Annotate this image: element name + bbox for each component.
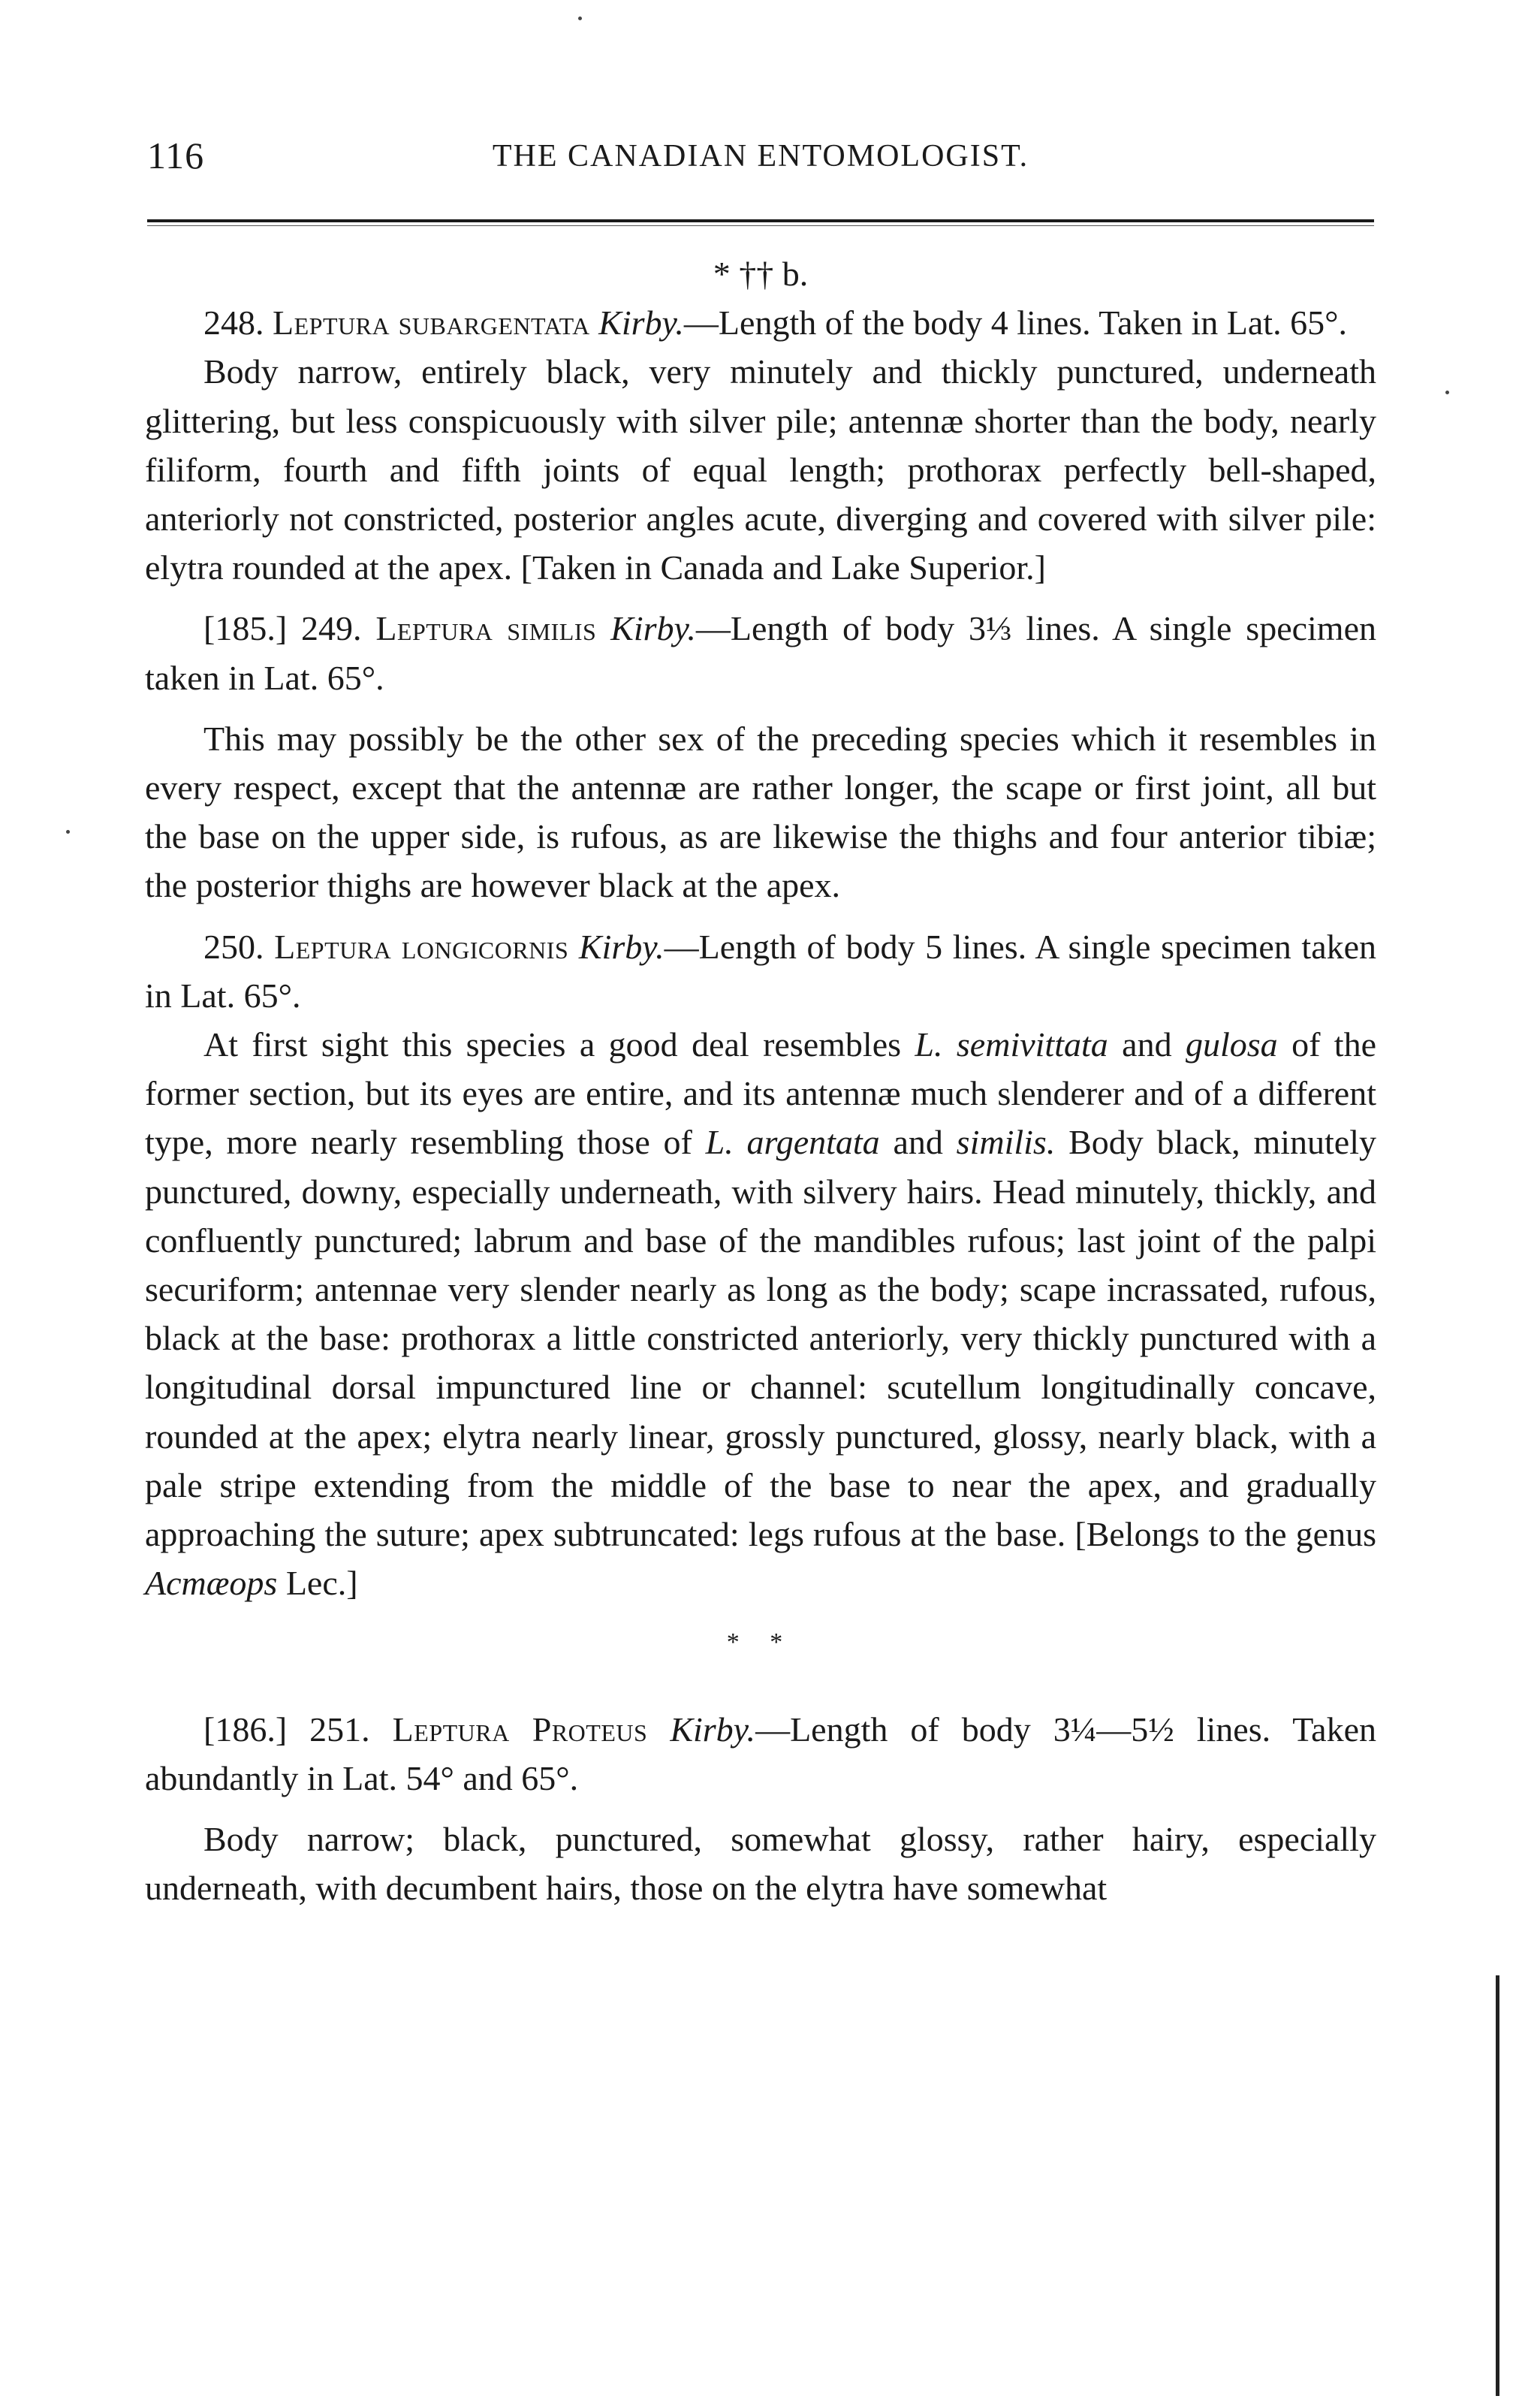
species-ref: similis. [956,1123,1056,1162]
author-name: Kirby. [610,609,696,648]
desc-text: and [879,1123,957,1162]
header-rule-thin [147,225,1374,226]
entry-lead: —Length of body 3¼—5½ lines. Taken abundantly in Lat. 54° and 65°. [145,1709,1377,1797]
entry-249-description: This may possibly be the other sex of the preceding species which it resembles in every respect, except that the antennæ are rather longer, the scape or first joint, all but the base on the upper side, is rufous, as are likewise the thighs and four anterior tibiæ; the posterior thighs are however black at the apex. [145,719,1376,905]
species-name: longicornis [401,927,569,966]
entry-248-description: Body narrow, entirely black, very minutely and thickly punctured, underneath glittering, but less conspicuously with silver pile; antennæ shorter than the body, nearly filiform, fourth and fifth joints of equal length; prothorax perfectly bell-shaped, anteriorly not constricted, posterior angles acute, diverging and covered with silver pile: elytra rounded at the apex. [Taken in Canada and Lake Superior.] [145,352,1376,587]
running-title: THE CANADIAN ENTOMOLOGIST. [492,139,1029,174]
entry-250-description [145,1020,1376,1607]
genus-name: Leptura [375,609,493,648]
entry-251-description: Body narrow; black, punctured, somewhat glossy, rather hairy, especially underneath, with decumbent hairs, those on the elytra have somewhat [145,1820,1376,1908]
entry-251-heading [145,1705,1376,1803]
author-name: Kirby. [598,303,684,342]
catalog-ref: [185.] [203,609,288,648]
species-ref: gulosa [1185,1025,1278,1064]
author-name: Kirby. [578,927,665,966]
desc-text: of the former section, but its eyes are entire, and its antennæ much slenderer and of a different type, more nearly resembling those of [145,1025,1376,1162]
desc-text: Body black, minutely punctured, downy, especially underneath, with silvery hairs. Head minutely, thickly, and confluently punctured; labrum and base of the mandibles rufous; last joint of the palpi securiform; antennae very slender nearly as long as the body; scape incrassated, rufous, black at the base: prothorax a little constricted anteriorly, very thickly punctured with a longitudinal dorsal impunctured line or channel: scutellum longitudinally concave, rounded at the apex; elytra nearly linear, grossly punctured, glossy, nearly black, with a pale stripe extending from the middle of the base to near the apex, and gradually approaching the suture; apex subtruncated: legs rufous at the base. [Belongs to the genus [145,1123,1376,1554]
scan-speck [578,17,582,20]
species-name: subargentata [398,303,590,342]
species-ref: L. argentata [705,1123,880,1162]
catalog-ref: [186.] [203,1709,288,1749]
entry-lead: —Length of body 3⅓ lines. A single specimen taken in Lat. 65°. [145,609,1377,697]
genus-name: Leptura [274,927,392,966]
species-name: similis [507,609,597,648]
entry-lead: —Length of body 5 lines. A single specimen taken in Lat. 65°. [145,927,1377,1015]
desc-text: At first sight this species a good deal resembles [203,1025,915,1064]
entry-lead: —Length of the body 4 lines. Taken in Lat. 65°. [683,303,1347,342]
genus-ref: Acmæops [145,1564,278,1603]
entry-number: 251. [309,1709,370,1749]
scan-speck [66,830,70,834]
entry-number: 249. [300,609,362,648]
entry-number: 248. [203,303,264,342]
species-name: Proteus [532,1709,648,1749]
author-name: Kirby. [670,1709,756,1749]
section-stars: * * [726,1628,795,1657]
genus-name: Leptura [273,303,390,342]
entry-number: 250. [203,927,264,966]
header-rule [147,219,1374,222]
page-body [145,249,1376,1913]
page-edge-shadow [1496,1975,1499,2396]
page-header [147,134,1374,186]
genus-name: Leptura [392,1709,510,1749]
entry-249-heading [145,604,1376,702]
section-marker: * †† b. [713,255,809,293]
desc-text: and [1108,1025,1186,1064]
scan-speck [1445,391,1449,394]
species-ref: L. semivittata [915,1025,1108,1064]
desc-text: Lec.] [277,1564,358,1603]
entry-248-heading [145,298,1376,347]
page-number: 116 [147,134,205,177]
entry-250-heading [145,922,1376,1020]
